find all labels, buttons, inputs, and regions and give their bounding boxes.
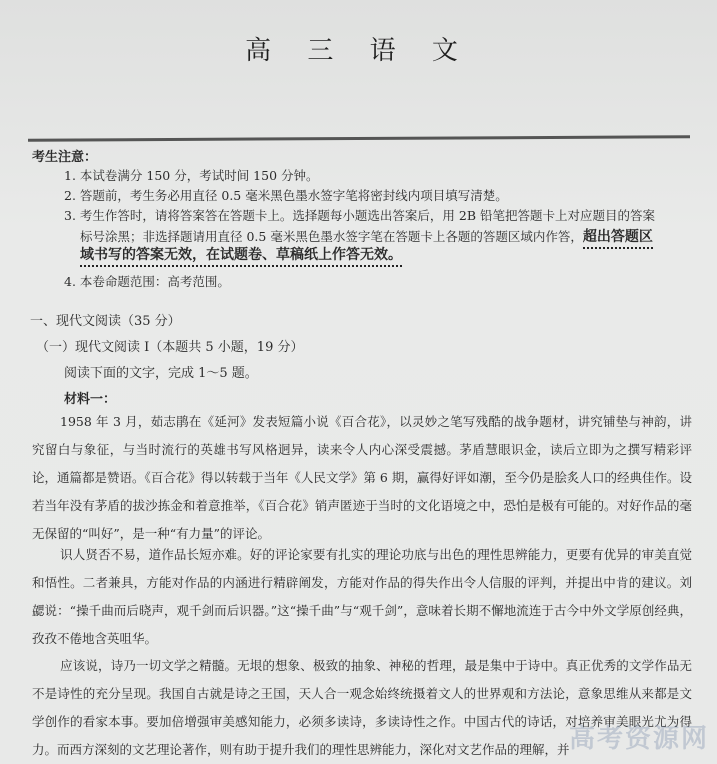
paragraph-1-text: 1958 年 3 月，茹志鹃在《延河》发表短篇小说《百合花》，以灵妙之笔写残酷的战争题材，讲究铺垫与神韵，讲究留白与象征，与当时流行的英雄书写风格迥异，读来令人内心深受震撼。茅盾慧眼识金，读后立即为之撰写精彩评论，通篇都是赞语。《百合花》得以转载于当年《人民文学》第 6 期，赢得好评如潮，至今仍是脍炙人口的经典佳作。设若当年没有茅盾的拔沙拣金和着意推举，《百合花》销声匿迹于当时的文化语境之中，恐怕是极有可能的。对好作品的毫无保留的“叫好”，是一种“有力量”的评论。 <box>32 414 692 541</box>
notice-heading: 考生注意： <box>32 150 98 165</box>
notice-item-4: 4. 本卷命题范围：高考范围。 <box>64 274 230 289</box>
subsection-heading: （一）现代文阅读 Ⅰ（本题共 5 小题，19 分） <box>36 340 304 355</box>
paragraph-2 <box>32 541 692 653</box>
paragraph-1 <box>32 408 692 548</box>
section-heading: 一、现代文阅读（35 分） <box>30 314 181 329</box>
watermark-logo: 高考资源网 <box>568 724 709 754</box>
page-title: 高 三 语 文 <box>245 36 472 66</box>
notice-item-3-emphasis: 超出答题区 <box>583 229 653 249</box>
reading-instruction: 阅读下面的文字，完成 1～5 题。 <box>64 366 258 381</box>
paragraph-3-text: 应该说，诗乃一切文学之精髓。无垠的想象、极致的抽象、神秘的哲理，最是集中于诗中。真正优秀的文学作品无不是诗性的充分呈现。我国自古就是诗之王国，天人合一观念始终统摄着文人的世界观和方法论，意象思维从来都是文学创作的看家本事。要加倍增强审美感知能力，必须多读诗，多读诗性之作。中国古代的诗话，对培养审美眼光尤为得力。而西方深刻的文艺理论著作，则有助于提升我们的理性思辨能力，深化对文艺作品的理解，并 <box>32 658 692 757</box>
notice-item-3-normal: 标号涂黑；非选择题请用直径 0.5 毫米黑色墨水签字笔在答题卡上各题的答题区域内作答， <box>80 229 583 244</box>
notice-item-1: 1. 本试卷满分 150 分，考试时间 150 分钟。 <box>64 168 319 183</box>
notice-item-2: 2. 答题前，考生务必用直径 0.5 毫米黑色墨水签字笔将密封线内项目填写清楚。 <box>64 188 508 203</box>
paragraph-2-text: 识人贤否不易，道作品长短亦难。好的评论家要有扎实的理论功底与出色的理性思辨能力，更要有优异的审美直觉和悟性。二者兼具，方能对作品的内涵进行精辟阐发，方能对作品的得失作出令人信服的评判，并提出中肯的建议。刘勰说：“操千曲而后晓声，观千剑而后识器。”这“操千曲”与“观千剑”，意味着长期不懈地流连于古今中外文学原创经典，孜孜不倦地含英咀华。 <box>32 547 692 646</box>
notice-item-3-emphasis-cont: 域书写的答案无效，在试题卷、草稿纸上作答无效。 <box>80 247 402 267</box>
divider-rule <box>28 135 690 141</box>
notice-item-3-line-3 <box>80 244 402 264</box>
notice-item-3-line-1: 3. 考生作答时，请将答案答在答题卡上。选择题每小题选出答案后，用 2B 铅笔把答题卡上对应题目的答案 <box>64 208 655 223</box>
notice-item-3-line-2 <box>80 226 653 246</box>
material-label: 材料一： <box>64 392 117 407</box>
